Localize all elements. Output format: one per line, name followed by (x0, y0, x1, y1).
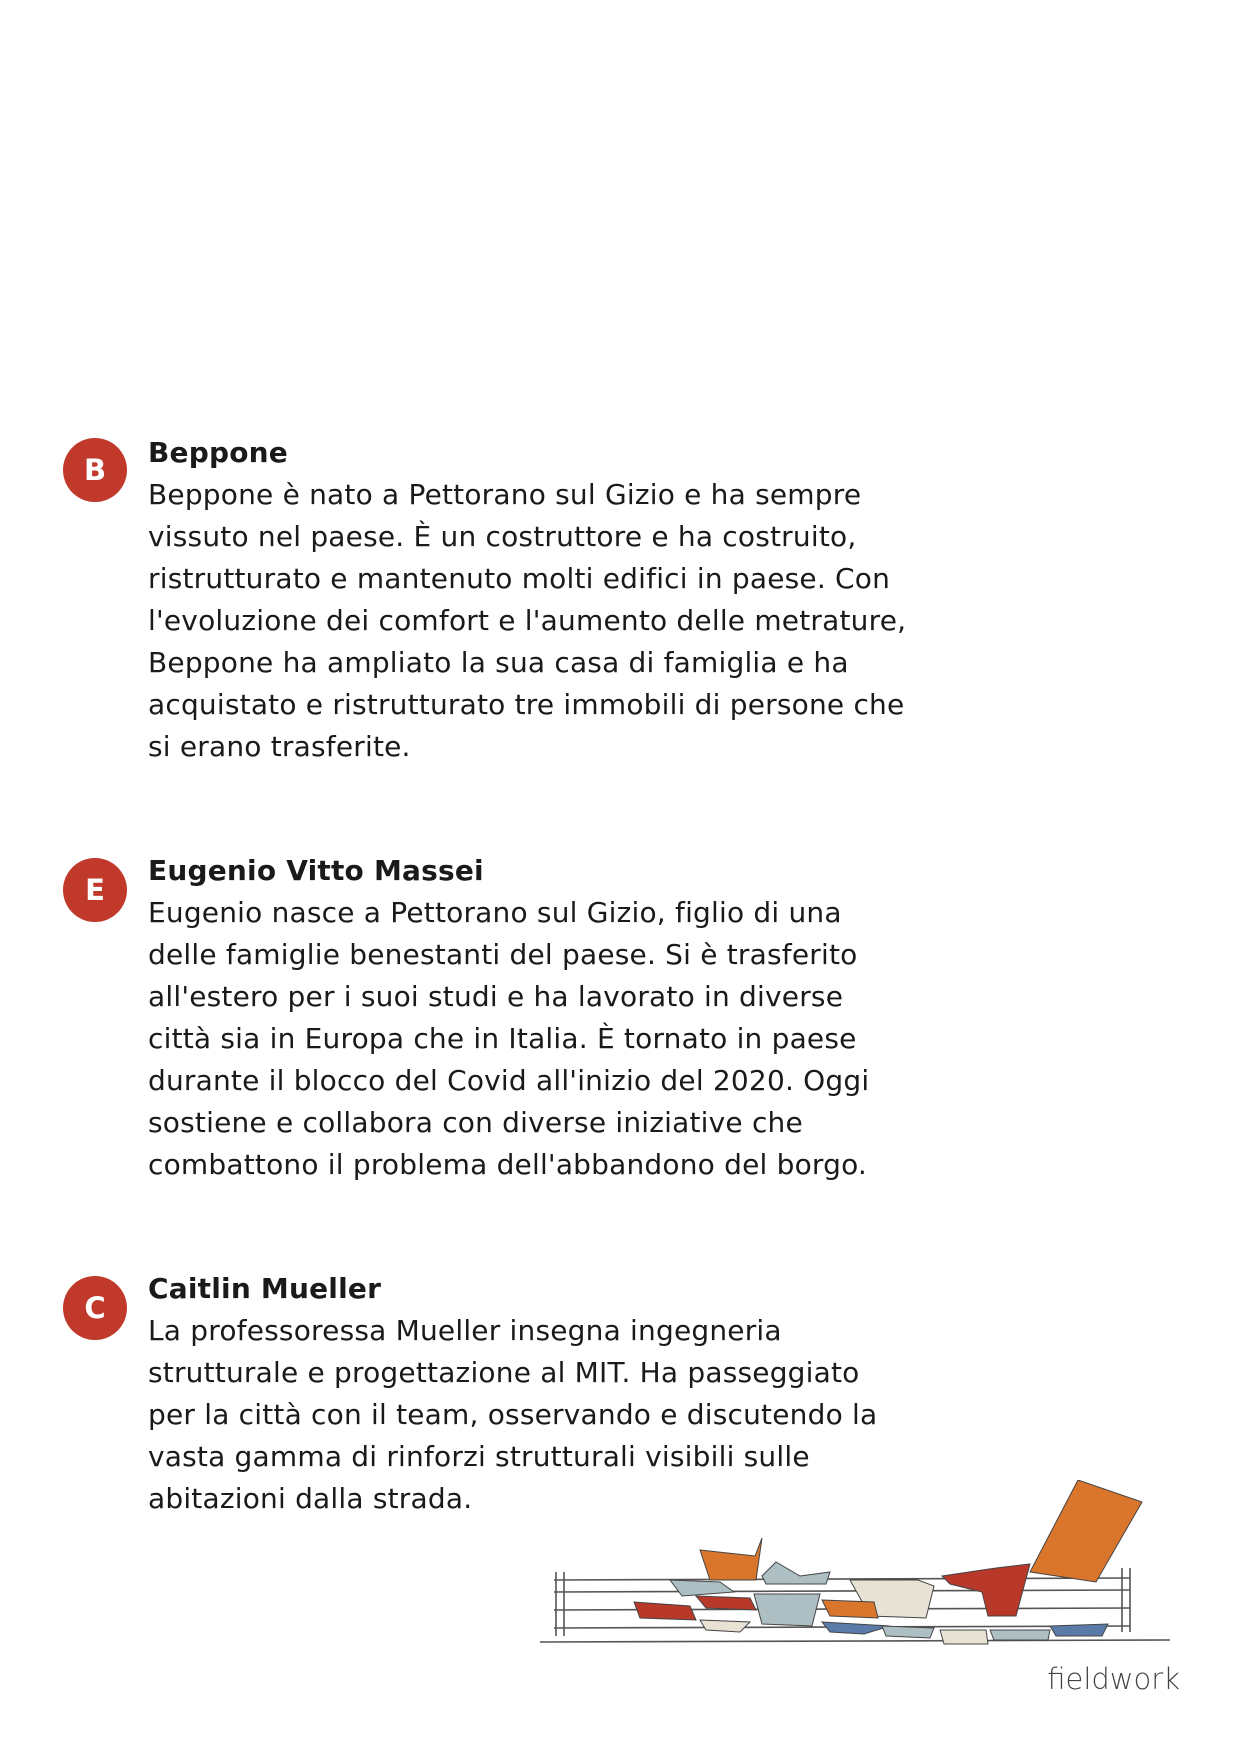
cloth-red-small (634, 1602, 696, 1620)
cloth-blue-bottom (1050, 1624, 1108, 1636)
letter-badge: E (63, 858, 127, 922)
cloth-beige-bottom (940, 1630, 988, 1644)
cloth-grey-low (754, 1594, 820, 1626)
cloth-orange-large (1030, 1480, 1142, 1582)
person-description: Beppone è nato a Pettorano sul Gizio e ha sempre vissuto nel paese. È un costruttore e ha costruito, ristrutturato e mantenuto molti edifici in paese. Con l'evoluzione dei comfort e l'aumento delle metrature, Beppone ha ampliato la sua casa di famiglia e ha acquistato e ristrutturato tre immobili di persone che si erano trasferite. (148, 478, 907, 763)
entry-text (148, 432, 908, 768)
letter-badge: C (63, 1276, 127, 1340)
cloth-grey-mid (670, 1580, 734, 1596)
person-name: Eugenio Vitto Massei (148, 854, 484, 887)
person-description: Eugenio nasce a Pettorano sul Gizio, figlio di una delle famiglie benestanti del paese. Si è trasferito all'estero per i suoi studi e ha lavorato in diverse città sia in Europa che in Italia. È tornato in paese durante il blocco del Covid all'inizio del 2020. Oggi sostiene e collabora con diverse iniziative che combattono il problema dell'abbandono del borgo. (148, 896, 870, 1181)
person-name: Beppone (148, 436, 288, 469)
letter-badge: B (63, 438, 127, 502)
person-name: Caitlin Mueller (148, 1272, 382, 1305)
cloth-blue-low (822, 1622, 890, 1634)
cloth-orange-low (822, 1600, 878, 1618)
cloth-grey-right (882, 1626, 934, 1638)
cloth-orange-top (700, 1538, 762, 1580)
cloth-grey-top (762, 1562, 830, 1584)
cloth-beige-low (700, 1620, 750, 1632)
footer-section-label: fieldwork (1047, 1662, 1180, 1696)
laundry-sketch-illustration (530, 1480, 1190, 1660)
person-description: La professoressa Mueller insegna ingegneria strutturale e progettazione al MIT. Ha passeggiato per la città con il team, osservando e discutendo la vasta gamma di rinforzi strutturali visibili sulle abitazioni dalla strada. (148, 1314, 878, 1515)
entry-text (148, 850, 908, 1186)
cloth-grey-bottom (990, 1630, 1050, 1640)
cloth-red-mid (696, 1596, 756, 1610)
